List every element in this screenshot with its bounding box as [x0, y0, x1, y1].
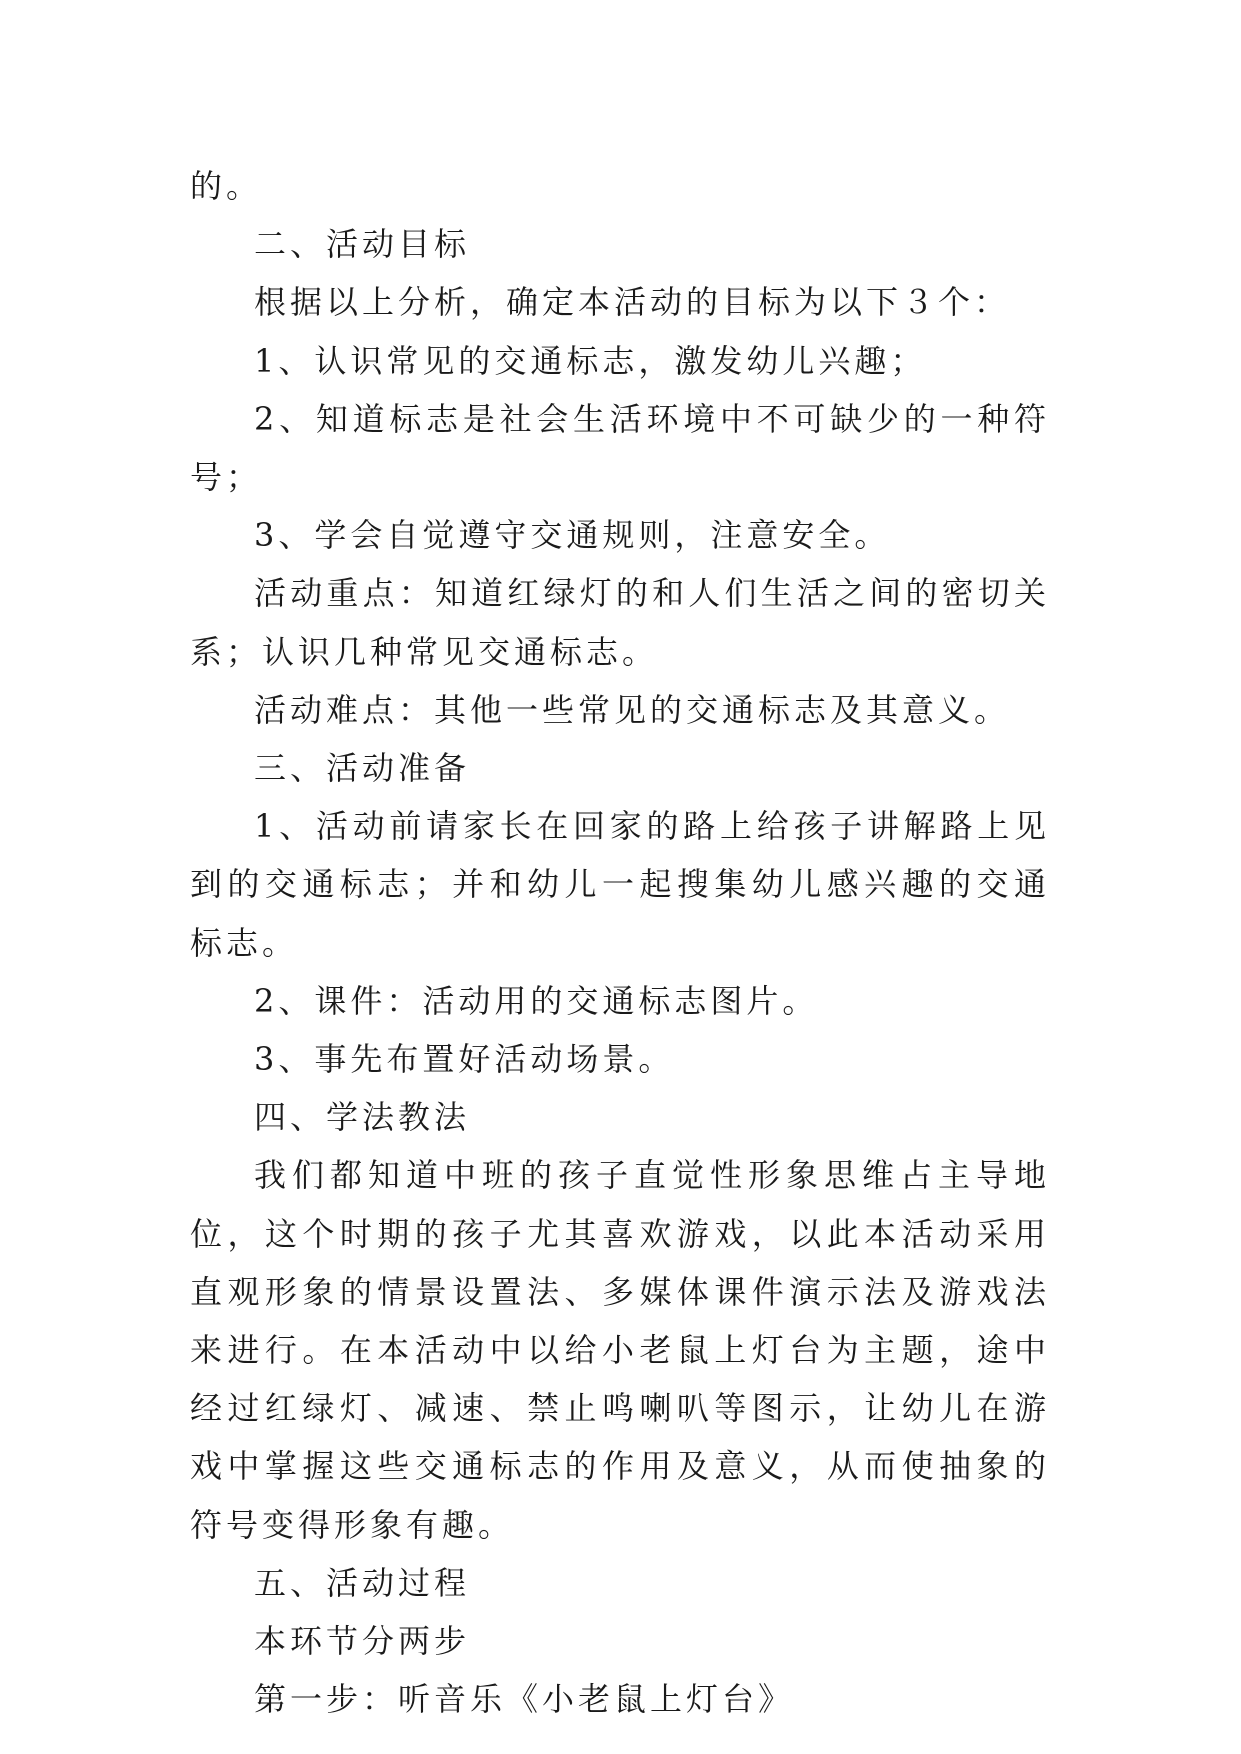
paragraph-difficulties: 活动难点：其他一些常见的交通标志及其意义。: [254, 690, 1011, 729]
objective-item-1: 1、认识常见的交通标志，激发幼儿兴趣；: [254, 341, 927, 380]
paragraph-process-intro: 本环节分两步: [254, 1622, 471, 1661]
objective-item-3: 3、学会自觉遵守交通规则，注意安全。: [254, 516, 891, 555]
section-heading-objectives: 二、活动目标: [254, 225, 471, 264]
preparation-item-1: 1、活动前请家长在回家的路上给孩子讲解路上见到的交通标志；并和幼儿一起搜集幼儿感兴趣的交通标志。: [190, 807, 1050, 962]
paragraph-objectives-intro: 根据以上分析，确定本活动的目标为以下３个：: [254, 283, 1011, 322]
paragraph-methods: 我们都知道中班的孩子直觉性形象思维占主导地位，这个时期的孩子尤其喜欢游戏，以此本活动采用直观形象的情景设置法、多媒体课件演示法及游戏法来进行。在本活动中以给小老鼠上灯台为主题，途中经过红绿灯、减速、禁止鸣喇叭等图示，让幼儿在游戏中掌握这些交通标志的作用及意义，从而使抽象的符号变得形象有趣。: [190, 1156, 1050, 1544]
objective-item-2: 2、知道标志是社会生活环境中不可缺少的一种符号；: [190, 399, 1050, 497]
paragraph-key-points: 活动重点：知道红绿灯的和人们生活之间的密切关系；认识几种常见交通标志。: [190, 574, 1050, 671]
paragraph-step-1: 第一步：听音乐《小老鼠上灯台》: [254, 1680, 795, 1719]
section-heading-methods: 四、学法教法: [254, 1098, 471, 1137]
paragraph-continuation: 的。: [190, 167, 263, 205]
section-heading-process: 五、活动过程: [254, 1563, 471, 1602]
document-body: [190, 157, 1050, 1728]
section-heading-preparation: 三、活动准备: [254, 749, 471, 788]
preparation-item-2: 2、课件：活动用的交通标志图片。: [254, 981, 819, 1020]
preparation-item-3: 3、事先布置好活动场景。: [254, 1040, 675, 1079]
